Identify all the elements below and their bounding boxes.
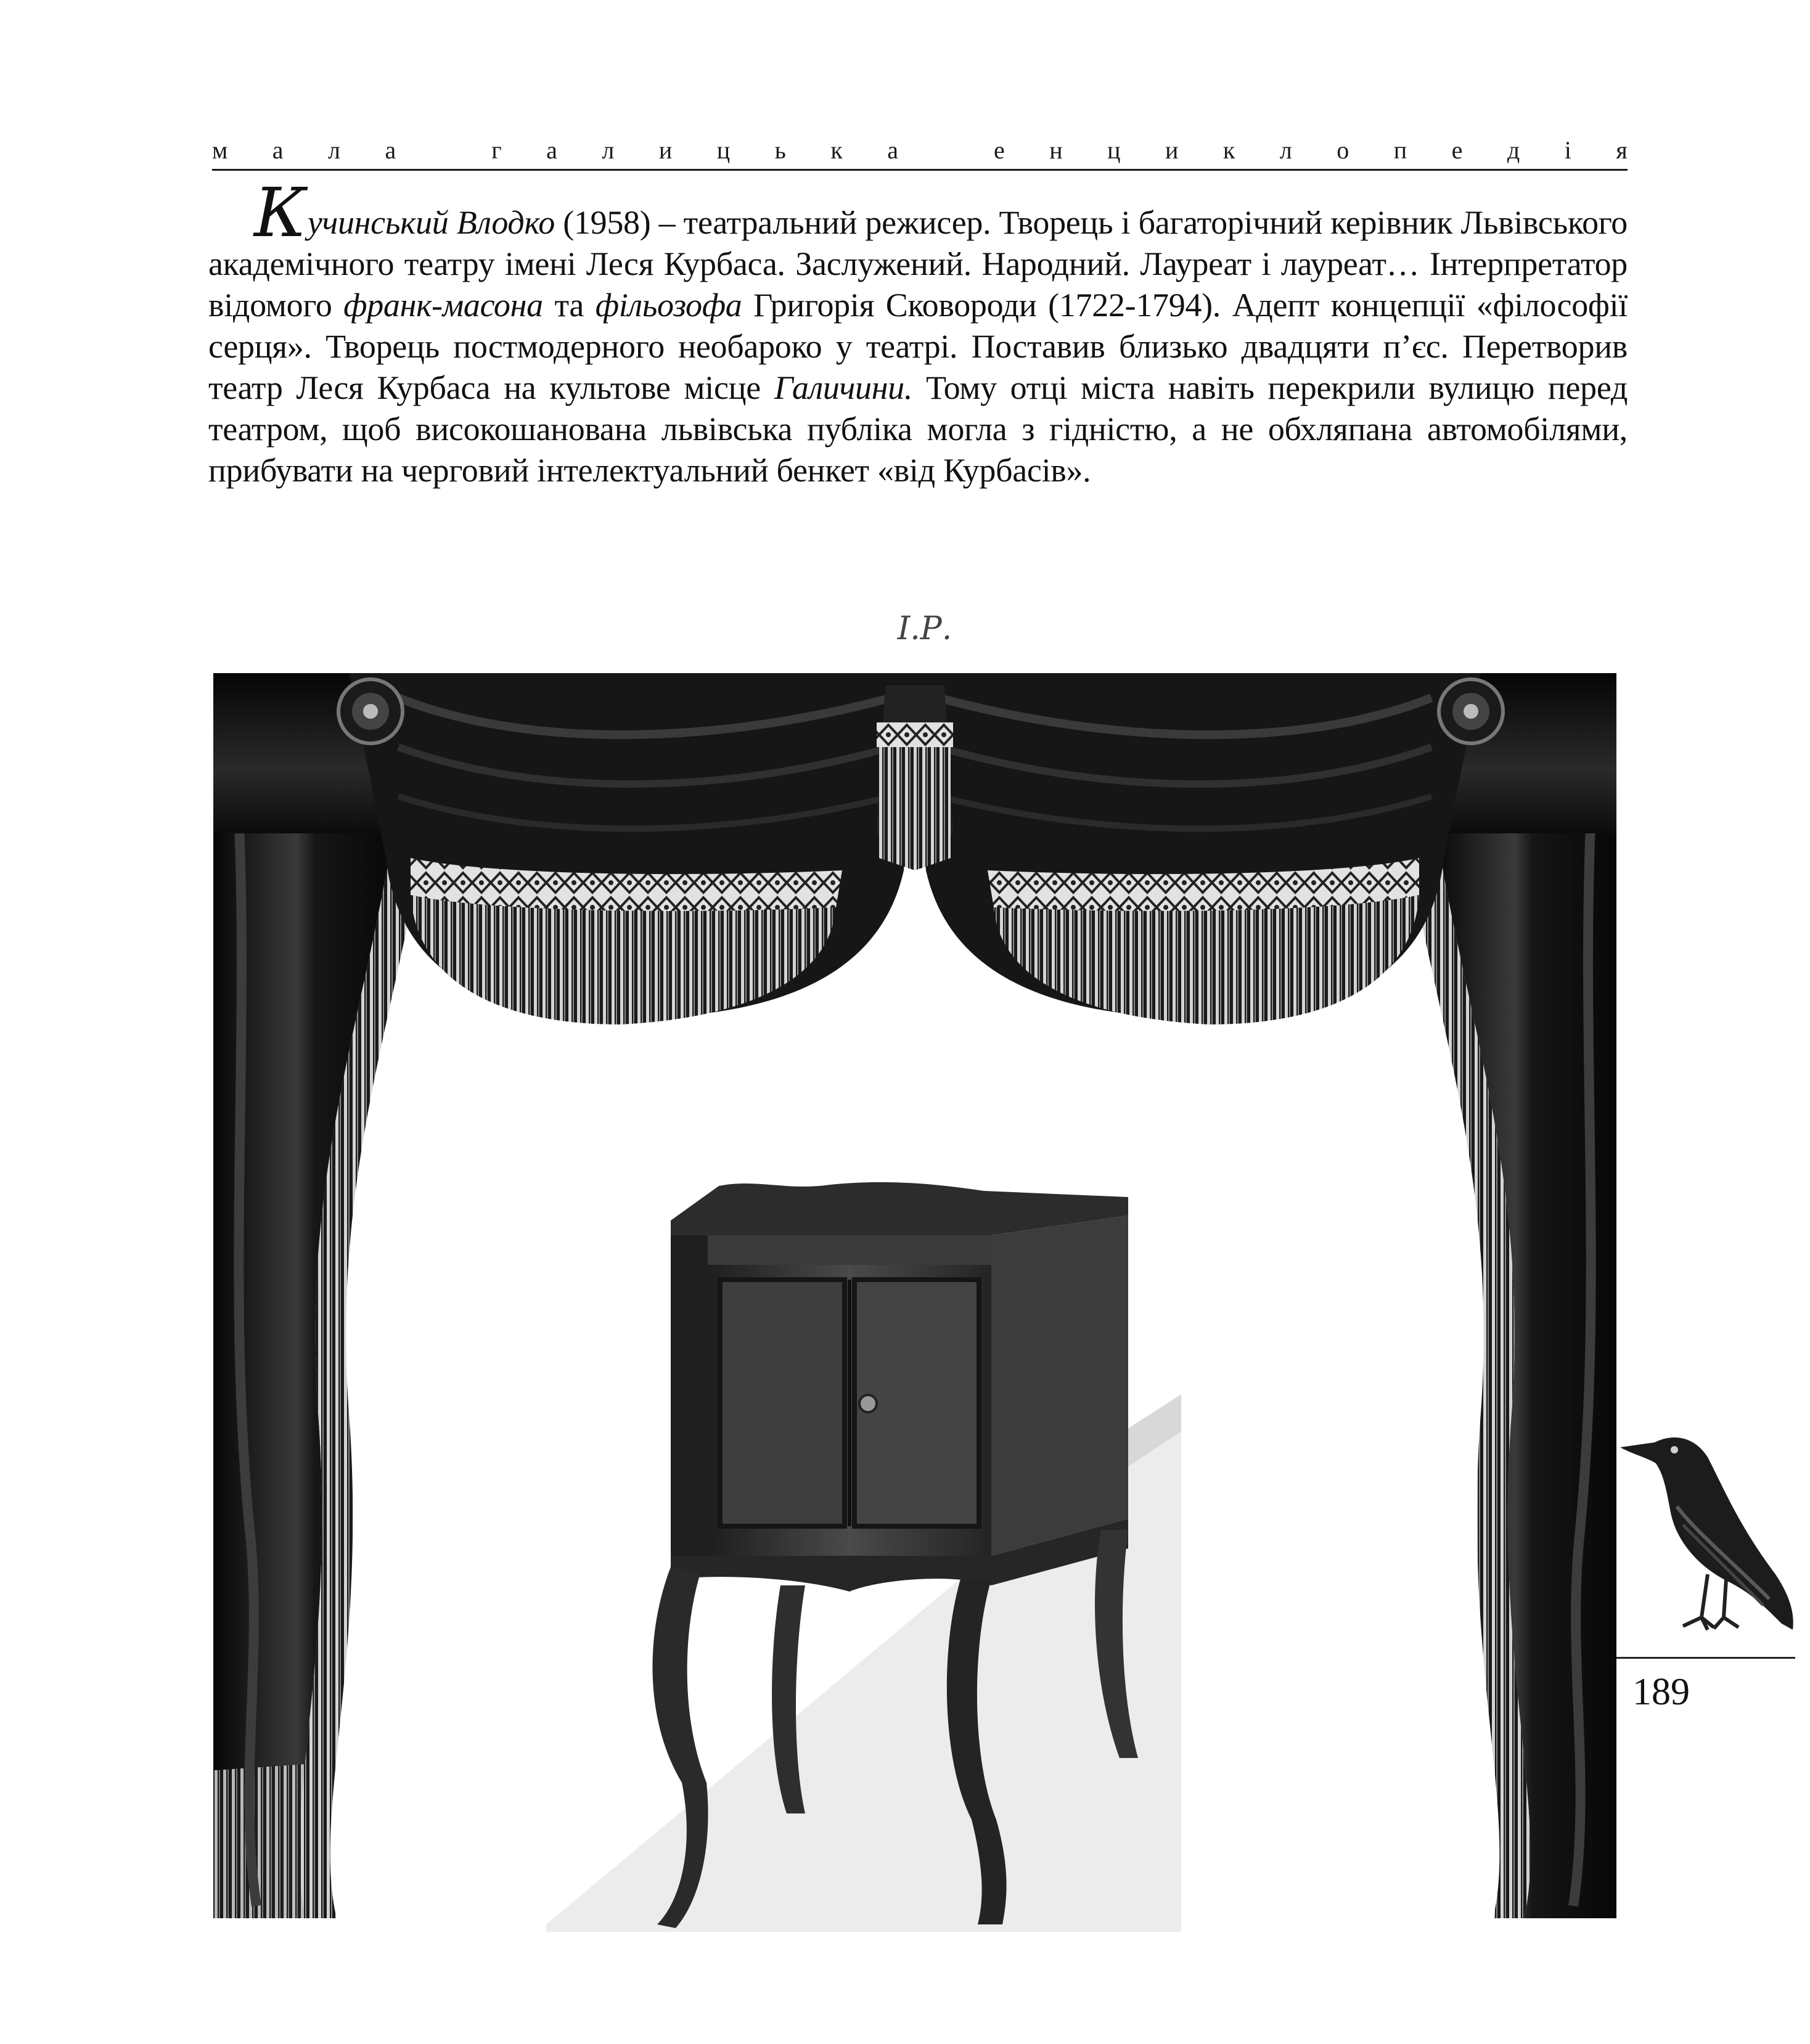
running-head-letter: и xyxy=(658,136,673,164)
running-head-letter: к xyxy=(830,136,843,164)
running-head-letter: е xyxy=(994,136,1005,164)
page-number: 189 xyxy=(1632,1671,1690,1713)
running-head-letter: м xyxy=(212,136,228,164)
running-head-letter: е xyxy=(1451,136,1463,164)
running-head-letter: д xyxy=(1507,136,1520,164)
running-head-letter xyxy=(943,138,949,163)
running-head-letter: о xyxy=(1337,136,1349,164)
running-head-letter: л xyxy=(328,136,341,164)
running-head-letter: а xyxy=(887,136,899,164)
header-rule xyxy=(212,169,1628,171)
crow-icon xyxy=(1615,1420,1800,1648)
entry-italic-3: Галичини. xyxy=(774,369,913,406)
entry-headword: учинський Влодко xyxy=(307,204,555,241)
running-head-letter: я xyxy=(1616,136,1628,164)
entry-text xyxy=(208,173,1628,491)
running-head-letter: а xyxy=(546,136,557,164)
entry-text-part-3: Григорія Сковороди (1722-1794). Адепт концепції «філософії серця». Творець постмодерного необароко у театрі. Поставив близько двадцяти п’єс. Перетворив театр Леся Курбаса на культове місце xyxy=(208,287,1628,406)
running-head-letter: ц xyxy=(1107,136,1121,164)
stage-curtain-illustration xyxy=(213,673,1616,1932)
entry-text-part-4: Тому отці міста навіть перекрили вулицю перед театром, щоб високошанована львівська публіка могла з гідністю, а не обхляпана автомобілями, прибувати на черговий інтелектуальний бенкет «від Курбасів». xyxy=(208,369,1628,489)
entry-paragraph xyxy=(208,173,1628,491)
entry-text-part-2: та xyxy=(543,287,596,324)
right-rosette xyxy=(1439,679,1503,743)
running-head-letter xyxy=(441,138,447,163)
running-head-letter: ь xyxy=(774,136,786,164)
running-head-letter: к xyxy=(1222,136,1235,164)
author-signature: І.Р. xyxy=(897,610,952,647)
running-head-letter: а xyxy=(385,136,396,164)
running-head-letter: н xyxy=(1049,136,1063,164)
running-head-letter: п xyxy=(1393,136,1407,164)
running-head-letter: і xyxy=(1564,136,1571,164)
running-head-letter: а xyxy=(272,136,284,164)
entry-text-part-1: (1958) – театральний режисер. Творець і багаторічний керівник Львівського академічного театру імені Леся Курбаса. Заслужений. Народний. Лауреат і лауреат… Інтерпретатор відомого xyxy=(208,204,1628,324)
page-number-rule xyxy=(1616,1657,1795,1659)
entry-italic-2: фільозофа xyxy=(595,287,742,324)
running-head-letter: и xyxy=(1165,136,1179,164)
running-head-letter: л xyxy=(1279,136,1292,164)
entry-italic-1: франк-масона xyxy=(343,287,543,324)
running-head-letter: г xyxy=(491,136,502,164)
top-valance xyxy=(213,673,1616,1024)
left-rosette xyxy=(338,679,403,743)
running-head-letter: л xyxy=(602,136,615,164)
running-head-letter: ц xyxy=(716,136,731,164)
drop-initial: К xyxy=(254,173,306,252)
running-head xyxy=(212,138,1628,163)
